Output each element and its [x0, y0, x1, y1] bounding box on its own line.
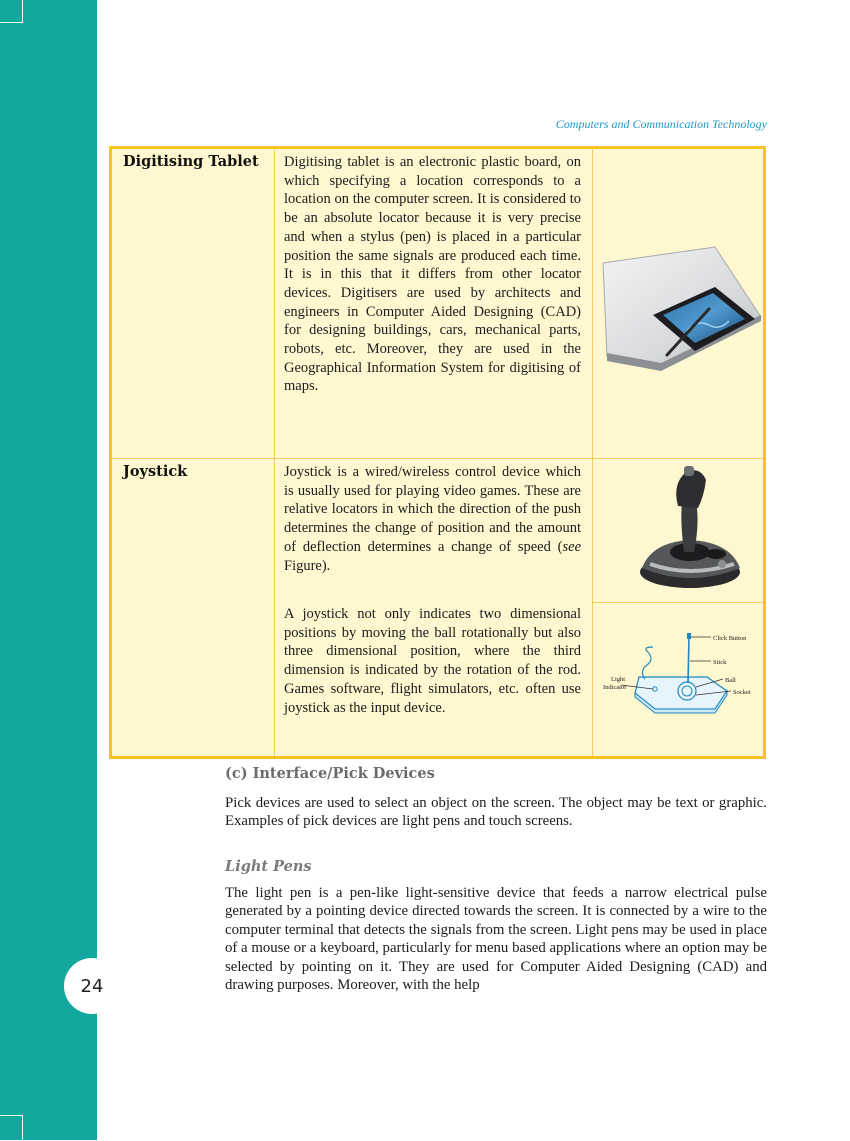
section-heading: (c) Interface/Pick Devices — [225, 765, 435, 782]
diagram-label-light-1: Light — [611, 676, 626, 683]
joystick-diagram — [597, 621, 767, 731]
row-divider — [592, 602, 763, 603]
column-divider — [274, 149, 275, 756]
column-divider — [592, 149, 593, 756]
light-pens-paragraph: The light pen is a pen-like light-sensitive device that feeds a narrow electrical pulse generated by a pointing device directed towards the screen. It is connected by a wire to the computer terminal that detects the signals from the screen. Light pens may be used in place of a mouse or a keyboard, particularly for menu based applications where an option may be selected by pointing on it. They are used for Computer Aided Designing (CAD) and drawing purposes. Moreover, with the help — [225, 885, 767, 994]
description-digitising-tablet: Digitising tablet is an electronic plastic board, on which specifying a location corresponds to a location on the computer screen. It is considered to be an absolute locator because it is very precise and when a stylus (pen) is placed in a particular position the same signals are produced each time. It is in this that it differs from other locator devices. Digitisers are used by architects and engineers in Computer Aided Designing (CAD) for designing buildings, cars, mechanical parts, robots, etc. Moreover, they are used in the Geographical Information System for digitising of maps. — [284, 154, 581, 395]
diagram-label-click-button: Click Button — [713, 635, 747, 642]
crop-mark-top — [0, 0, 23, 23]
term-digitising-tablet: Digitising Tablet — [123, 153, 259, 170]
term-joystick: Joystick — [123, 463, 188, 480]
row-divider — [112, 458, 763, 459]
page-number: 24 — [64, 958, 120, 1014]
pick-devices-paragraph: Pick devices are used to select an object on the screen. The object may be text or graphic. Examples of pick devices are light pens and touch screens. — [225, 795, 767, 830]
description-joystick-2: A joystick not only indicates two dimensional positions by moving the ball rotationally but also three dimensional position, where the third dimension is indicated by the rotation of the rod. Games software, flight simulators, etc. often use joystick as the input device. — [284, 606, 581, 716]
diagram-label-stick: Stick — [713, 659, 727, 666]
joystick-image — [624, 464, 744, 594]
diagram-label-socket: Socket — [733, 689, 751, 696]
description-joystick-1: Joystick is a wired/wireless control device which is usually used for playing video games. These are relative locators in which the direction of the push determines the change of position and the amount of deflection determines a change of speed (see Figure). — [284, 464, 581, 574]
running-head: Computers and Communication Technology — [555, 117, 767, 131]
light-pens-heading: Light Pens — [225, 858, 312, 875]
crop-mark-bottom — [0, 1115, 23, 1141]
diagram-label-light-2: Indicator — [603, 684, 627, 691]
diagram-label-ball: Ball — [725, 677, 736, 684]
device-table — [109, 146, 766, 759]
digitising-tablet-image — [597, 239, 765, 379]
